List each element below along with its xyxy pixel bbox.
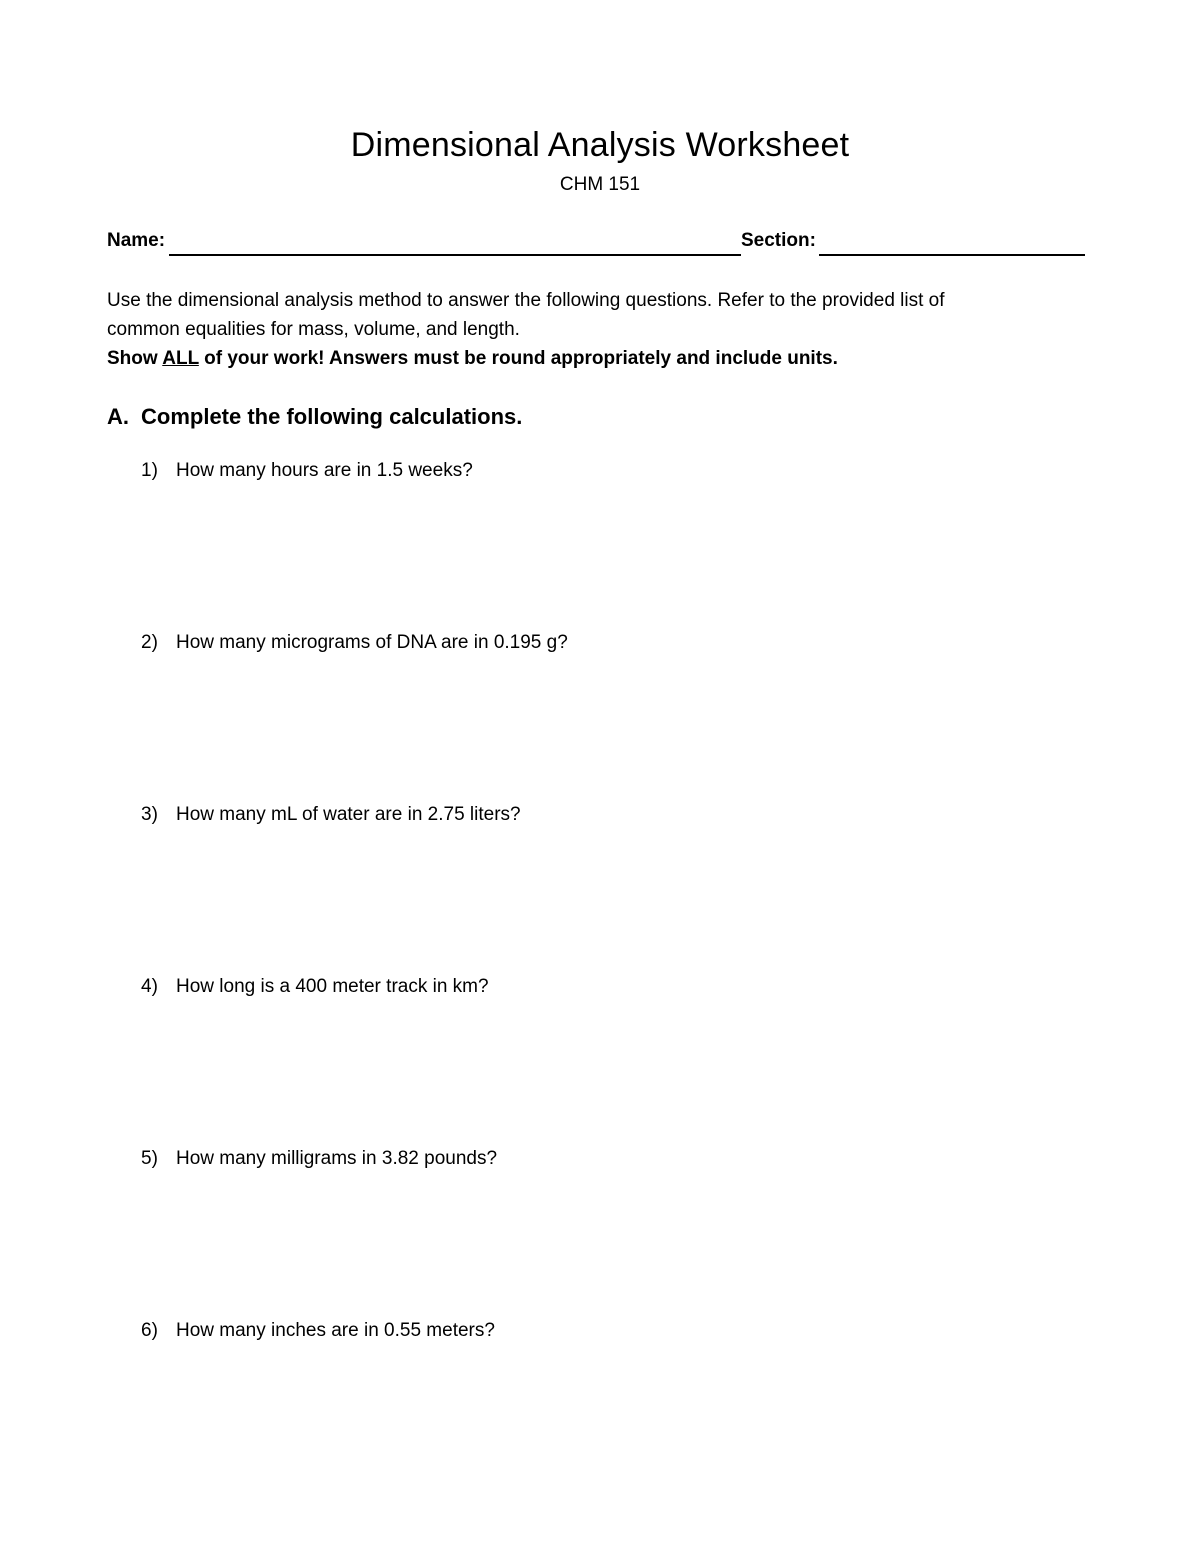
course-code: CHM 151 — [559, 174, 641, 195]
question-text: How many milligrams in 3.82 pounds? — [176, 1148, 498, 1169]
question-1 — [141, 460, 473, 482]
instructions — [107, 286, 1097, 373]
question-text: How many micrograms of DNA are in 0.195 g? — [176, 632, 568, 653]
question-number: 2) — [141, 632, 158, 653]
question-5 — [141, 1148, 497, 1170]
section-heading — [107, 404, 522, 430]
emphasis-suffix: of your work! Answers must be round appropriately and include units. — [198, 348, 838, 369]
instructions-emphasis — [107, 344, 1097, 373]
question-text: How long is a 400 meter track in km? — [176, 976, 489, 997]
name-field[interactable] — [169, 254, 741, 256]
question-text: How many inches are in 0.55 meters? — [176, 1320, 495, 1341]
emphasis-prefix: Show — [107, 348, 163, 369]
question-number: 6) — [141, 1320, 158, 1341]
question-number: 1) — [141, 460, 158, 481]
question-2 — [141, 632, 568, 654]
instructions-line-2: common equalities for mass, volume, and length. — [107, 319, 520, 340]
question-text: How many mL of water are in 2.75 liters? — [176, 804, 521, 825]
question-number: 3) — [141, 804, 158, 825]
page-title: Dimensional Analysis Worksheet — [350, 126, 850, 164]
student-info-row — [107, 230, 1087, 258]
question-3 — [141, 804, 521, 826]
question-number: 5) — [141, 1148, 158, 1169]
section-label: Section: — [741, 230, 816, 251]
emphasis-underlined: ALL — [162, 348, 199, 369]
section-field[interactable] — [819, 254, 1085, 256]
question-6 — [141, 1320, 495, 1342]
name-label: Name: — [107, 230, 166, 251]
question-4 — [141, 976, 489, 998]
section-letter: A. — [107, 404, 129, 429]
question-text: How many hours are in 1.5 weeks? — [176, 460, 473, 481]
question-number: 4) — [141, 976, 158, 997]
instructions-line-1: Use the dimensional analysis method to answer the following questions. Refer to the provided list of — [107, 290, 945, 311]
section-title: Complete the following calculations. — [141, 404, 523, 429]
